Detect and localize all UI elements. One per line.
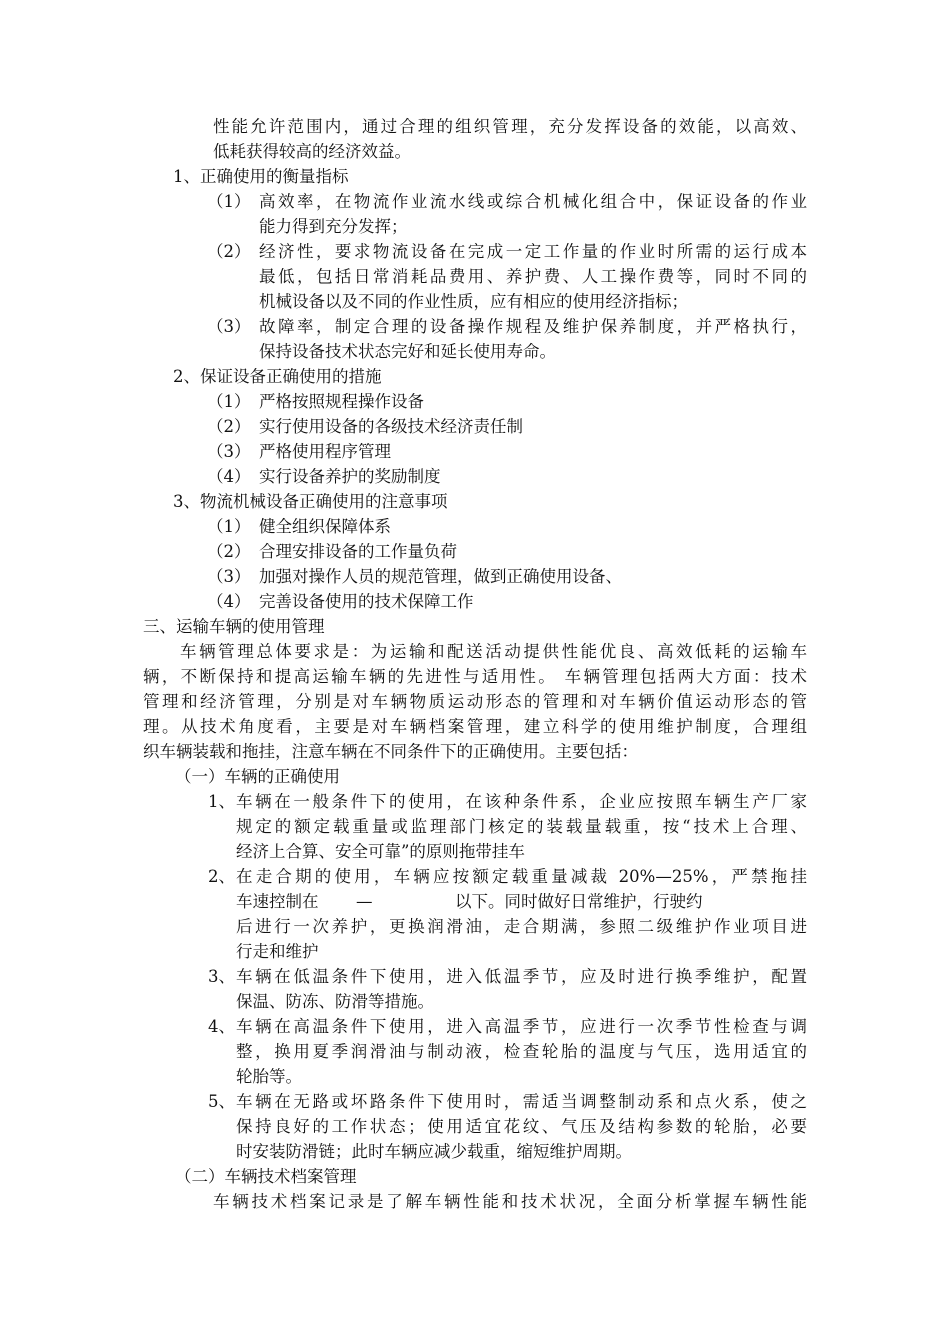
item-number: （1） — [207, 192, 251, 211]
list-item-line: 机械设备以及不同的作业性质，应有相应的使用经济指标； — [259, 292, 688, 311]
paragraph-line: 车辆管理总体要求是：为运输和配送活动提供性能优良、高效低耗的运输车 — [180, 642, 807, 661]
list-item-line: 保持良好的工作状态；使用适宜花纹、气压及结构参数的轮胎，必要 — [236, 1117, 807, 1136]
item-number: （1） — [207, 392, 251, 411]
list-item-line: 车辆在一般条件下的使用，在该种条件系，企业应按照车辆生产厂家 — [236, 792, 807, 811]
list-item-line: 后进行一次养护，更换润滑油，走合期满，参照二级维护作业项目进 — [236, 917, 807, 936]
chapter-heading: 三、运输车辆的使用管理 — [143, 617, 325, 636]
list-item-line: — — [356, 892, 373, 911]
list-item-line: 车速控制在 — [236, 892, 319, 911]
list-item-line: 能力得到充分发挥； — [259, 217, 408, 236]
item-number: （2） — [207, 242, 251, 261]
section-heading: 3、物流机械设备正确使用的注意事项 — [173, 492, 448, 511]
section-heading: 1、正确使用的衡量指标 — [173, 167, 349, 186]
item-number: （4） — [207, 467, 251, 486]
list-item-line: 以下。同时做好日常维护，行驶约 — [455, 892, 703, 911]
item-number: （1） — [207, 517, 251, 536]
item-number: 5、 — [208, 1092, 235, 1111]
list-item-line: 在走合期的使用，车辆应按额定载重量减裁 20%—25%，严禁拖挂 — [236, 867, 807, 886]
paragraph-line: 车辆技术档案记录是了解车辆性能和技术状况，全面分析掌握车辆性能 — [213, 1192, 807, 1211]
item-number: 4、 — [208, 1017, 235, 1036]
subsection-heading: （一）车辆的正确使用 — [175, 767, 340, 786]
paragraph-line: 理。从技术角度看，主要是对车辆档案管理，建立科学的使用维护制度，合理组 — [143, 717, 807, 736]
list-item-line: 行走和维护 — [236, 942, 319, 961]
item-number: （2） — [207, 542, 251, 561]
subsection-heading: （二）车辆技术档案管理 — [175, 1167, 357, 1186]
list-item-line: 轮胎等。 — [236, 1067, 302, 1086]
item-number: 3、 — [208, 967, 235, 986]
list-item: 合理安排设备的工作量负荷 — [259, 542, 457, 561]
list-item: 实行使用设备的各级技术经济责任制 — [259, 417, 523, 436]
paragraph-line: 管理和经济管理，分别是对车辆物质运动形态的管理和对车辆价值运动形态的管 — [143, 692, 807, 711]
list-item: 完善设备使用的技术保障工作 — [259, 592, 474, 611]
list-item-line: 时安装防滑链；此时车辆应减少载重，缩短维护周期。 — [236, 1142, 632, 1161]
item-number: 1、 — [208, 792, 235, 811]
list-item-line: 高效率，在物流作业流水线或综合机械化组合中，保证设备的作业 — [259, 192, 807, 211]
list-item-line: 保温、防冻、防滑等措施。 — [236, 992, 434, 1011]
item-number: （3） — [207, 567, 251, 586]
list-item: 严格使用程序管理 — [259, 442, 391, 461]
list-item-line: 经济性，要求物流设备在完成一定工作量的作业时所需的运行成本 — [259, 242, 807, 261]
list-item-line: 保持设备技术状态完好和延长使用寿命。 — [259, 342, 556, 361]
item-number: （4） — [207, 592, 251, 611]
item-number: 2、 — [208, 867, 235, 886]
paragraph-line: 织车辆装载和拖挂，注意车辆在不同条件下的正确使用。主要包括： — [143, 742, 638, 761]
list-item-line: 故障率，制定合理的设备操作规程及维护保养制度，并严格执行， — [259, 317, 807, 336]
item-number: （3） — [207, 317, 251, 336]
list-item-line: 规定的额定载重量或监理部门核定的装载量载重，按“技术上合理、 — [236, 817, 807, 836]
item-number: （3） — [207, 442, 251, 461]
list-item: 加强对操作人员的规范管理，做到正确使用设备、 — [259, 567, 622, 586]
item-number: （2） — [207, 417, 251, 436]
paragraph-line: 性能允许范围内，通过合理的组织管理，充分发挥设备的效能，以高效、 — [213, 117, 807, 136]
list-item: 实行设备养护的奖励制度 — [259, 467, 441, 486]
paragraph-line: 低耗获得较高的经济效益。 — [213, 142, 411, 161]
section-heading: 2、保证设备正确使用的措施 — [173, 367, 382, 386]
list-item-line: 车辆在无路或坏路条件下使用时，需适当调整制动系和点火系，使之 — [236, 1092, 807, 1111]
list-item-line: 最低，包括日常消耗品费用、养护费、人工操作费等，同时不同的 — [259, 267, 807, 286]
list-item: 健全组织保障体系 — [259, 517, 391, 536]
list-item-line: 经济上合算、安全可靠”的原则拖带挂车 — [236, 842, 525, 861]
list-item-line: 车辆在低温条件下使用，进入低温季节，应及时进行换季维护，配置 — [236, 967, 807, 986]
list-item-line: 整，换用夏季润滑油与制动液，检查轮胎的温度与气压，选用适宜的 — [236, 1042, 807, 1061]
paragraph-line: 辆，不断保持和提高运输车辆的先进性与适用性。 车辆管理包括两大方面：技术 — [143, 667, 807, 686]
list-item-line: 车辆在高温条件下使用，进入高温季节，应进行一次季节性检查与调 — [236, 1017, 807, 1036]
list-item: 严格按照规程操作设备 — [259, 392, 424, 411]
